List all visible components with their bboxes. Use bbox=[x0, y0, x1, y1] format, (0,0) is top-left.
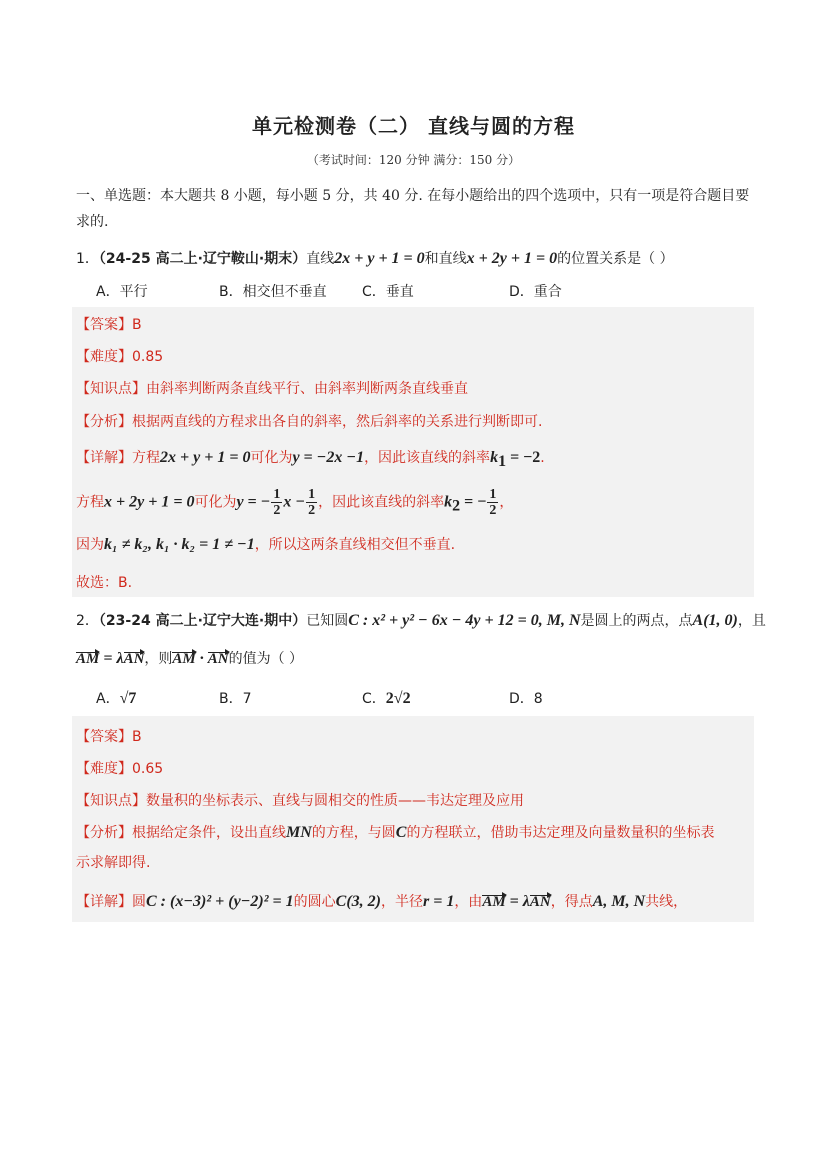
denominator: 2 bbox=[273, 503, 281, 518]
label: 【知识点】 bbox=[76, 793, 146, 809]
detail-line-3 bbox=[76, 534, 455, 554]
equation: x + 2y + 1 = 0 bbox=[466, 250, 558, 267]
equation: 2x + y + 1 = 0 bbox=[160, 449, 251, 466]
text: 方程 bbox=[76, 494, 104, 511]
question-source: （23-24 高二上·辽宁大连·期中） bbox=[98, 613, 307, 629]
analysis-text: 根据两直线的方程求出各自的斜率，然后斜率的关系进行判断即可. bbox=[132, 414, 543, 430]
exam-info: （考试时间：120 分钟 满分：150 分） bbox=[306, 153, 521, 167]
option-c bbox=[362, 688, 411, 708]
text: ，因此该直线的斜率 bbox=[364, 450, 491, 466]
difficulty-row bbox=[76, 758, 163, 778]
text: ，得点 bbox=[550, 894, 593, 910]
slope: k bbox=[444, 493, 453, 511]
fraction bbox=[306, 487, 317, 518]
equation: = λ bbox=[99, 650, 124, 667]
question-source: （24-25 高二上·辽宁鞍山·期末） bbox=[98, 251, 307, 267]
label: 【分析】 bbox=[76, 414, 132, 430]
stem-text: ，则 bbox=[144, 651, 173, 667]
text: 可化为 bbox=[194, 494, 237, 511]
equation: x − bbox=[283, 493, 306, 511]
equation: = − bbox=[460, 493, 487, 511]
difficulty-row bbox=[76, 346, 163, 366]
question-1-stem bbox=[76, 248, 674, 268]
option-c: C．垂直 bbox=[362, 284, 414, 300]
option-b: B．7 bbox=[219, 691, 252, 707]
difficulty-value: 0.65 bbox=[132, 761, 164, 777]
section-intro: 一、单选题：本大题共 8 小题，每小题 5 分，共 40 分. 在每小题给出的四个选项中，只有一项是符合题目要求的. bbox=[76, 188, 750, 230]
text: ，因此该直线的斜率 bbox=[318, 494, 445, 511]
equation: C : x² + y² − 6x − 4y + 12 = 0, M, N bbox=[348, 612, 581, 629]
numerator: 1 bbox=[273, 487, 281, 502]
equation: y = −2x −1 bbox=[292, 449, 365, 466]
point: A(1, 0) bbox=[692, 612, 738, 629]
text: 的方程联立，借助韦达定理及向量数量积的坐标表 bbox=[406, 825, 715, 841]
point: C(3, 2) bbox=[335, 893, 381, 910]
vector: AN bbox=[123, 651, 145, 667]
dot: · bbox=[195, 650, 208, 667]
knowledge-value: 由斜率判断两条直线平行、由斜率判断两条直线垂直 bbox=[146, 381, 468, 397]
denominator: 2 bbox=[308, 503, 316, 518]
answer-row bbox=[76, 314, 142, 334]
vector: AN bbox=[529, 894, 551, 910]
difficulty-value: 0.85 bbox=[132, 349, 164, 365]
equation: x + 2y + 1 = 0 bbox=[104, 493, 195, 511]
slope-value: = −2 bbox=[506, 449, 541, 466]
stem-text: 是圆上的两点，点 bbox=[580, 613, 693, 629]
text: 圆 bbox=[132, 894, 146, 910]
subscript: 2 bbox=[452, 497, 461, 515]
text: ，所以这两条直线相交但不垂直. bbox=[254, 537, 456, 553]
text: 共线， bbox=[645, 894, 688, 910]
text: 根据给定条件，设出直线 bbox=[132, 825, 286, 841]
text: 因为 bbox=[76, 537, 104, 553]
stem-text: 的位置关系是（ ） bbox=[557, 251, 674, 267]
numerator: 1 bbox=[308, 487, 316, 502]
option-d: D．8 bbox=[509, 691, 543, 707]
stem-text: 的值为（ ） bbox=[228, 651, 304, 667]
label: 【难度】 bbox=[76, 349, 132, 365]
option-math: 2√2 bbox=[385, 690, 411, 707]
text: 的方程，与圆 bbox=[311, 825, 396, 841]
stem-text: 直线 bbox=[306, 251, 335, 267]
fraction bbox=[271, 487, 282, 518]
label: 【详解】 bbox=[76, 894, 132, 910]
label: 【分析】 bbox=[76, 825, 132, 841]
knowledge-row bbox=[76, 790, 524, 810]
vector: AN bbox=[207, 651, 229, 667]
points: A, M, N bbox=[592, 893, 646, 910]
detail-line-1 bbox=[76, 891, 687, 911]
option-b: B．相交但不垂直 bbox=[219, 284, 327, 300]
label: 【知识点】 bbox=[76, 381, 146, 397]
option-a: A．平行 bbox=[96, 284, 148, 300]
text: 可化为 bbox=[250, 450, 293, 466]
stem-text: 已知圆 bbox=[306, 613, 349, 629]
text: 方程 bbox=[132, 450, 160, 466]
vector: AM bbox=[482, 894, 506, 910]
page-title: 单元检测卷（二） 直线与圆的方程 bbox=[252, 114, 575, 138]
label: 【难度】 bbox=[76, 761, 132, 777]
label: 【详解】 bbox=[76, 450, 132, 466]
option-label: C． bbox=[362, 691, 386, 707]
equation: = λ bbox=[505, 893, 530, 910]
subscript: 1 bbox=[498, 452, 507, 470]
label: 【答案】 bbox=[76, 317, 132, 333]
math: C bbox=[395, 824, 407, 841]
answer-row bbox=[76, 726, 142, 746]
vector: AM bbox=[76, 651, 100, 667]
math: MN bbox=[286, 824, 312, 841]
question-number: 1． bbox=[76, 251, 99, 267]
question-2-stem bbox=[76, 610, 766, 630]
fraction bbox=[487, 487, 498, 518]
text: 的圆心 bbox=[293, 894, 336, 910]
question-number: 2． bbox=[76, 613, 99, 629]
text: ， bbox=[499, 494, 514, 511]
option-a bbox=[96, 688, 136, 708]
label: 【答案】 bbox=[76, 729, 132, 745]
equation: C : (x−3)² + (y−2)² = 1 bbox=[146, 893, 294, 910]
text: . bbox=[540, 450, 545, 466]
stem-text: 和直线 bbox=[424, 251, 467, 267]
option-math: √7 bbox=[119, 690, 137, 707]
knowledge-row bbox=[76, 378, 468, 398]
stem-text: ，且 bbox=[737, 613, 766, 629]
equation: y = − bbox=[236, 493, 271, 511]
equation: k₁ ≠ k₂, k₁ · k₂ = 1 ≠ −1 bbox=[104, 536, 255, 553]
analysis-row-2: 示求解即得. bbox=[76, 855, 151, 871]
slope: k bbox=[490, 449, 499, 466]
analysis-row bbox=[76, 822, 714, 842]
option-d: D．重合 bbox=[509, 284, 562, 300]
option-label: A． bbox=[96, 691, 120, 707]
answer-value: B bbox=[132, 729, 142, 745]
text: ，半径 bbox=[380, 894, 423, 910]
knowledge-value: 数量积的坐标表示、直线与圆相交的性质——韦达定理及应用 bbox=[146, 793, 524, 809]
detail-line-1 bbox=[76, 447, 545, 471]
answer-value: B bbox=[132, 317, 142, 333]
analysis-row bbox=[76, 411, 542, 431]
equation: r = 1 bbox=[422, 893, 455, 910]
denominator: 2 bbox=[489, 503, 497, 518]
choice-line: 故选：B. bbox=[76, 575, 133, 591]
numerator: 1 bbox=[489, 487, 497, 502]
detail-line-2 bbox=[76, 487, 513, 518]
equation: 2x + y + 1 = 0 bbox=[334, 250, 425, 267]
question-2-stem-line2 bbox=[76, 648, 303, 668]
text: ，由 bbox=[454, 894, 483, 910]
vector: AM bbox=[172, 651, 196, 667]
